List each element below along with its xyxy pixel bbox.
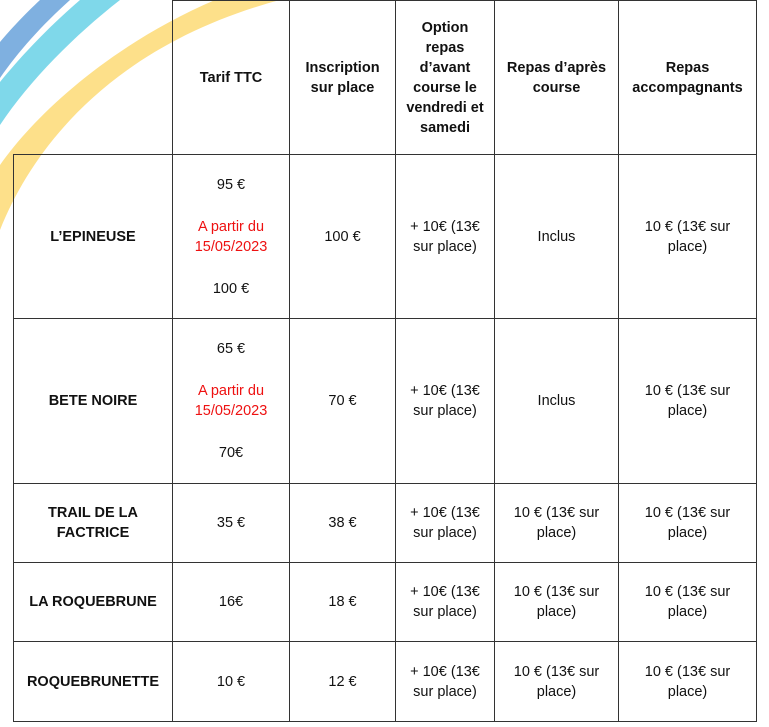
repas-apres-cell: Inclus xyxy=(495,319,619,484)
option-repas-cell: + 10€ (13€ sur place) xyxy=(396,642,495,722)
tarif-late: 100 € xyxy=(212,280,250,297)
tarif-early: 95 € xyxy=(216,176,246,193)
inscription-cell: 70 € xyxy=(290,319,396,484)
table-row xyxy=(14,642,757,722)
header-repas-accompagnants: Repas accompagnants xyxy=(619,1,757,155)
header-option-repas: Option repas d’avant course le vendredi et samedi xyxy=(396,1,495,155)
option-repas-cell: + 10€ (13€ sur place) xyxy=(396,563,495,642)
option-repas-cell: + 10€ (13€ sur place) xyxy=(396,155,495,319)
header-repas-apres: Repas d’après course xyxy=(495,1,619,155)
tarif-cell xyxy=(173,319,290,484)
inscription-cell: 12 € xyxy=(290,642,396,722)
race-name: L’EPINEUSE xyxy=(14,155,173,319)
tarif-date-note: A partir du 15/05/2023 xyxy=(194,218,268,255)
tarif-cell: 16€ xyxy=(173,563,290,642)
repas-apres-cell: 10 € (13€ sur place) xyxy=(495,484,619,563)
tarif-date-note: A partir du 15/05/2023 xyxy=(194,383,268,419)
table-row xyxy=(14,563,757,642)
tarif-cell: 35 € xyxy=(173,484,290,563)
repas-accompagnants-cell: 10 € (13€ sur place) xyxy=(619,642,757,722)
table-row xyxy=(14,319,757,484)
repas-accompagnants-cell: 10 € (13€ sur place) xyxy=(619,319,757,484)
header-inscription: Inscription sur place xyxy=(290,1,396,155)
option-repas-cell: + 10€ (13€ sur place) xyxy=(396,319,495,484)
tarif-early: 65 € xyxy=(216,341,246,357)
repas-apres-cell: Inclus xyxy=(495,155,619,319)
tarif-cell xyxy=(173,155,290,319)
inscription-cell: 100 € xyxy=(290,155,396,319)
header-row xyxy=(14,1,757,155)
table-row xyxy=(14,484,757,563)
tarif-late: 70€ xyxy=(218,445,244,461)
repas-apres-cell: 10 € (13€ sur place) xyxy=(495,563,619,642)
table-row xyxy=(14,155,757,319)
header-tarif: Tarif TTC xyxy=(173,1,290,155)
option-repas-cell: + 10€ (13€ sur place) xyxy=(396,484,495,563)
repas-apres-cell: 10 € (13€ sur place) xyxy=(495,642,619,722)
repas-accompagnants-cell: 10 € (13€ sur place) xyxy=(619,155,757,319)
race-name: LA ROQUEBRUNE xyxy=(14,563,173,642)
race-name: BETE NOIRE xyxy=(14,319,173,484)
inscription-cell: 18 € xyxy=(290,563,396,642)
tarif-cell: 10 € xyxy=(173,642,290,722)
repas-accompagnants-cell: 10 € (13€ sur place) xyxy=(619,484,757,563)
empty-corner-cell xyxy=(14,1,173,155)
price-table xyxy=(13,0,757,722)
repas-accompagnants-cell: 10 € (13€ sur place) xyxy=(619,563,757,642)
race-name: ROQUEBRUNETTE xyxy=(14,642,173,722)
race-name: TRAIL DE LA FACTRICE xyxy=(14,484,173,563)
inscription-cell: 38 € xyxy=(290,484,396,563)
